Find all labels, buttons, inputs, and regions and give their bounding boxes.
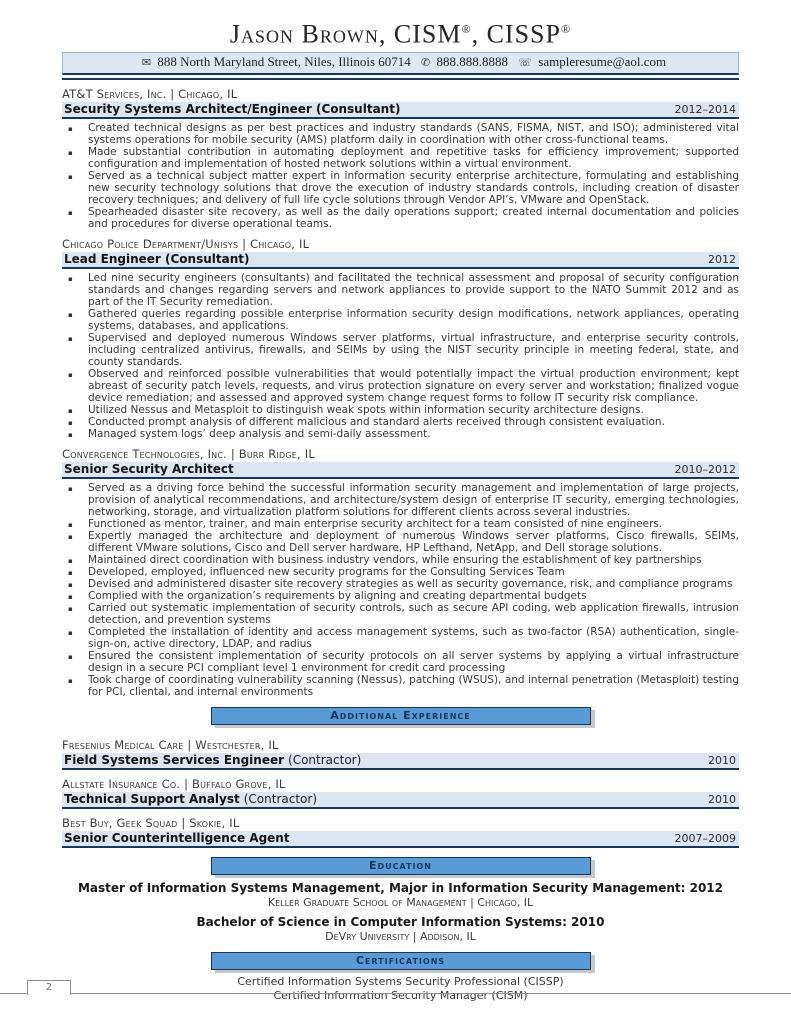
job-section-att — [62, 88, 739, 230]
certification-item: Certified Information Security Manager (CISM) — [273, 988, 528, 1002]
job-dates: 2010 — [708, 792, 736, 806]
candidate-credential: , CISSP — [471, 19, 561, 49]
bullet-item: ▪ Maintained direct coordination with business industry vendors, while ensuring the establishment of key partnerships — [62, 554, 739, 566]
job-title: Technical Support Analyst (Contractor) — [64, 791, 317, 806]
bullet-item: ▪ Made substantial contribution in automating deployment and repetitive tasks for efficiency improvement; supported configuration and implementation of hosted network solutions within a virtual environment. — [62, 146, 739, 170]
job-dates: 2012 — [708, 252, 736, 266]
bullet-item: ▪ Devised and administered disaster site recovery strategies as well as security governance, risk, and compliance programs — [62, 578, 739, 590]
job-title-bar — [62, 102, 739, 119]
bullet-item: ▪ Took charge of coordinating vulnerability scanning (Nessus), patching (WSUS), and internal penetration (Metasploit) testing for PCI, cliental, and internal environments — [62, 674, 739, 698]
bullet-item: ▪ Managed system logs’ deep analysis and semi-daily assessment. — [62, 428, 739, 440]
contact-phone: 888.888.8888 — [436, 53, 509, 69]
bullet-item: ▪ Expertly managed the architecture and deployment of numerous Windows server platforms, Cisco firewalls, SEIMs, different VMware solutions, Cisco and Dell server hardware, HP Lefthand, NetApp, and Dell storage solutions. — [62, 530, 739, 554]
job-section-allstate — [62, 778, 739, 809]
company-line: AT&T Services, Inc. | Chicago, IL — [62, 86, 238, 101]
job-title-suffix: (Contractor) — [243, 791, 317, 806]
bullet-list — [62, 482, 739, 698]
job-dates: 2012–2014 — [674, 102, 736, 116]
bullet-item: ▪ Utilized Nessus and Metasploit to distinguish weak spots within information security architecture designs. — [62, 404, 739, 416]
job-title-bar — [62, 831, 739, 848]
job-title-suffix: (Contractor) — [288, 752, 362, 767]
job-title-bar — [62, 462, 739, 479]
job-title-bar — [62, 792, 739, 809]
candidate-name: Jason Brown, CISM — [229, 19, 462, 49]
company-line: Best Buy, Geek Squad | Skokie, IL — [62, 815, 240, 830]
phone-icon: ✆ — [421, 55, 431, 69]
bullet-item: ▪ Supervised and deployed numerous Windows server platforms, virtual infrastructure, and enterprise security controls, including centralized antivirus, firewalls, and SEIMs by using the NIST security principle in meeting federal, state, and county standards. — [62, 332, 739, 368]
telephone-icon: ☏ — [518, 55, 533, 69]
job-title: Senior Security Architect — [64, 461, 234, 476]
bullet-item: ▪ Conducted prompt analysis of different malicious and standard alerts received through consistent evaluation. — [62, 416, 739, 428]
job-title: Senior Counterintelligence Agent — [64, 830, 290, 845]
job-dates: 2010 — [708, 753, 736, 767]
bullet-item: ▪ Created technical designs as per best practices and industry standards (SANS, FISMA, NIST, and ISO); administered vital systems operations for mobile security (AMS) platform daily in coordination with other cross-functional teams. — [62, 122, 739, 146]
bullet-item: ▪ Spearheaded disaster site recovery, as well as the daily operations support; created internal documentation and policies and procedures for diverse operational teams. — [62, 206, 739, 230]
company-line: Fresenius Medical Care | Westchester, IL — [62, 737, 279, 752]
registered-mark: ® — [461, 22, 472, 36]
degree-title: Master of Information Systems Management, Major in Information Security Management: 2012 — [77, 880, 724, 895]
job-section-best-buy — [62, 817, 739, 848]
education-banner: Education — [211, 857, 591, 875]
additional-experience-banner: Additional Experience — [211, 707, 591, 725]
certification-item: Certified Information Systems Security Professional (CISSP) — [237, 974, 564, 988]
contact-address: 888 North Maryland Street, Niles, Illinois 60714 — [157, 53, 411, 69]
bullet-item: ▪ Served as a driving force behind the successful information security management and implementation of large projects, provision of analytical recommendations, and architecture/system design of enterprise IT security, emerging technologies, networking, storage, and virtualization platform solutions for different clients across several industries. — [62, 482, 739, 518]
job-dates: 2007–2009 — [674, 831, 736, 845]
certifications-banner: Certifications — [211, 952, 591, 970]
job-section-convergence — [62, 448, 739, 698]
page-number-tab — [27, 980, 71, 995]
job-title-bar — [62, 252, 739, 269]
bullet-item: ▪ Served as a technical subject matter expert in information security enterprise architecture, formulating and establishing new security technology solutions that drove the execution of industry standards controls, including creation of disaster recovery techniques; and delivery of full life cycle solutions through Vendor API’s, VMware and OpenStack. — [62, 170, 739, 206]
company-line: Allstate Insurance Co. | Buffalo Grove, IL — [62, 776, 286, 791]
spacer — [62, 725, 739, 731]
bullet-item: ▪ Led nine security engineers (consultants) and facilitated the technical assessment and proposal of security configuration standards and changes regarding servers and network appliances to provide support to the NATO Summit 2012 and as part of the IT Security remediation. — [62, 272, 739, 308]
certification-list — [62, 975, 739, 1003]
company-line: Chicago Police Department/Unisys | Chicago, IL — [62, 236, 310, 251]
job-dates: 2010–2012 — [674, 462, 736, 476]
header-divider — [62, 78, 739, 80]
bullet-item: ▪ Functioned as mentor, trainer, and main enterprise security architect for a team consisted of nine engineers. — [62, 518, 739, 530]
degree-title: Bachelor of Science in Computer Information Systems: 2010 — [196, 914, 605, 929]
school-line: DeVry University | Addison, IL — [325, 929, 476, 943]
bullet-item: ▪ Developed, employed, influenced new security programs for the Consulting Services Team — [62, 566, 739, 578]
job-title: Field Systems Services Engineer (Contractor) — [64, 752, 362, 767]
envelope-icon: ✉ — [141, 55, 152, 69]
contact-bar — [62, 52, 739, 75]
bullet-list — [62, 272, 739, 440]
company-line: Convergence Technologies, Inc. | Burr Ridge, IL — [62, 446, 315, 461]
registered-mark: ® — [560, 22, 572, 36]
job-section-chicago-police — [62, 238, 739, 440]
job-title-bar — [62, 753, 739, 770]
bullet-item: ▪ Observed and reinforced possible vulnerabilities that would potentially impact the virtual production environment; kept abreast of security patch levels, requests, and virus protection signature on every server and workstation; finalized vogue device remediation; and assessed and approved system change request forms to follow IT security risk compliance. — [62, 368, 739, 404]
bullet-item: ▪ Completed the installation of identity and access management systems, such as two-factor (RSA) authentication, single-sign-on, active directory, LDAP, and radius — [62, 626, 739, 650]
page-number: 2 — [45, 982, 53, 993]
job-section-fresenius — [62, 739, 739, 770]
page-footer — [0, 982, 791, 994]
contact-email: sampleresume@aol.com — [538, 53, 667, 69]
bullet-list — [62, 122, 739, 230]
job-title: Security Systems Architect/Engineer (Consultant) — [64, 101, 401, 116]
bullet-item: ▪ Complied with the organization’s requirements by aligning and creating departmental budgets — [62, 590, 739, 602]
job-title: Lead Engineer (Consultant) — [64, 251, 250, 266]
page-title — [62, 14, 739, 50]
bullet-item: ▪ Gathered queries regarding possible enterprise information security design modifications, network appliances, operating systems, databases, and applications. — [62, 308, 739, 332]
bullet-item: ▪ Ensured the consistent implementation of security protocols on all server systems by applying a virtual infrastructure design in a secure PCI compliant level 1 environment for credit card processing — [62, 650, 739, 674]
bullet-item: ▪ Carried out systematic implementation of security controls, such as secure API coding, web application firewalls, intrusion detection, and prevention systems — [62, 602, 739, 626]
school-line: Keller Graduate School of Management | Chicago, IL — [267, 895, 534, 909]
